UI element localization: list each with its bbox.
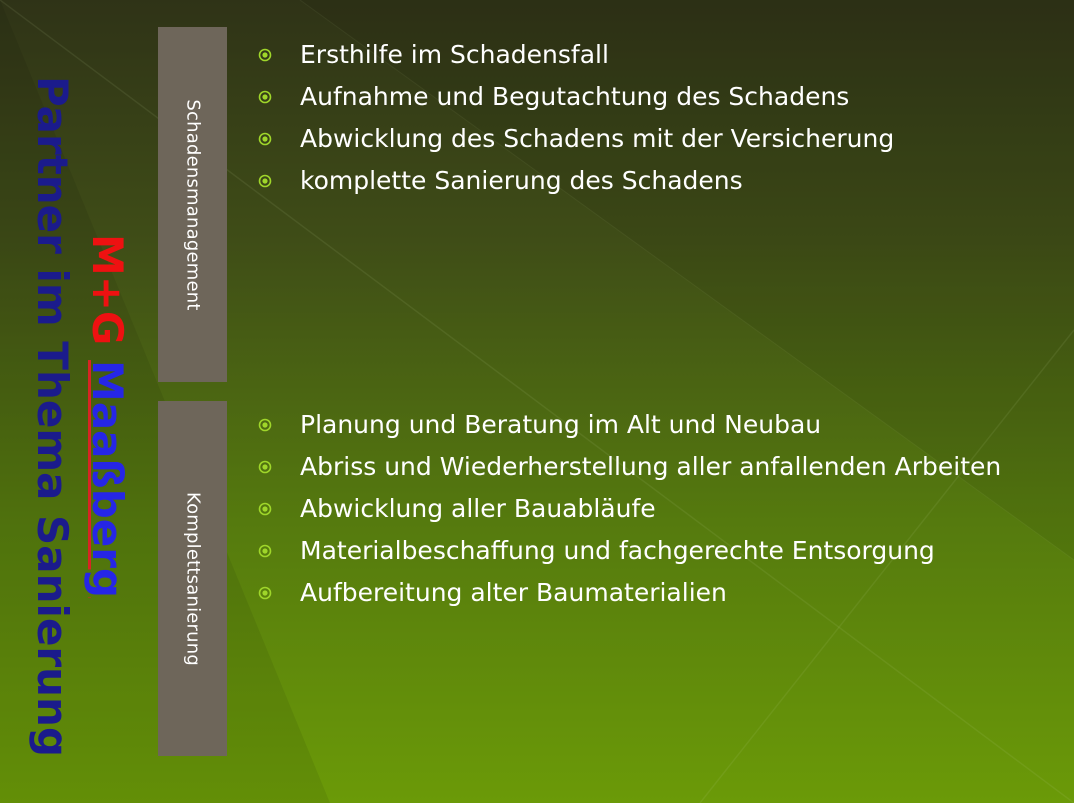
circle-bullet-icon <box>258 48 272 62</box>
list-item-text: Ersthilfe im Schadensfall <box>300 40 609 69</box>
list-item-text: Aufnahme und Begutachtung des Schadens <box>300 82 850 111</box>
category-label-komplettsanierung: Komplettsanierung <box>182 491 203 666</box>
category-label-schadensmanagement: Schadensmanagement <box>182 98 203 311</box>
category-box-schadensmanagement <box>158 27 227 382</box>
list-item-text: komplette Sanierung des Schadens <box>300 166 743 195</box>
brand-name: Maaßberg <box>83 360 132 599</box>
list-item-text: Abwicklung aller Bauabläufe <box>300 494 656 523</box>
side-title-rotated <box>23 76 133 756</box>
list-item-text: Planung und Beratung im Alt und Neubau <box>300 410 822 439</box>
circle-bullet-icon <box>258 544 272 558</box>
list-item <box>255 449 1055 484</box>
brand-mg: M+G <box>83 233 132 346</box>
bullet-list-schadensmanagement <box>255 37 1055 205</box>
circle-bullet-icon <box>258 586 272 600</box>
list-item <box>255 163 1055 199</box>
list-item <box>255 575 1055 610</box>
list-item-text: Materialbeschaffung und fachgerechte Entsorgung <box>300 536 935 565</box>
tagline: Partner im Thema Sanierung <box>28 76 77 758</box>
list-item <box>255 121 1055 157</box>
list-item <box>255 533 1055 568</box>
brand-title <box>81 76 133 756</box>
circle-bullet-icon <box>258 502 272 516</box>
list-item <box>255 491 1055 526</box>
category-box-komplettsanierung <box>158 401 227 756</box>
list-item-text: Abwicklung des Schadens mit der Versicherung <box>300 124 895 153</box>
list-item <box>255 79 1055 115</box>
list-item-text: Aufbereitung alter Baumaterialien <box>300 578 727 607</box>
circle-bullet-icon <box>258 460 272 474</box>
circle-bullet-icon <box>258 418 272 432</box>
list-item-text: Abriss und Wiederherstellung aller anfallenden Arbeiten <box>300 452 1002 481</box>
circle-bullet-icon <box>258 174 272 188</box>
bullet-list-komplettsanierung <box>255 407 1055 617</box>
circle-bullet-icon <box>258 132 272 146</box>
list-item <box>255 37 1055 73</box>
list-item <box>255 407 1055 442</box>
circle-bullet-icon <box>258 90 272 104</box>
